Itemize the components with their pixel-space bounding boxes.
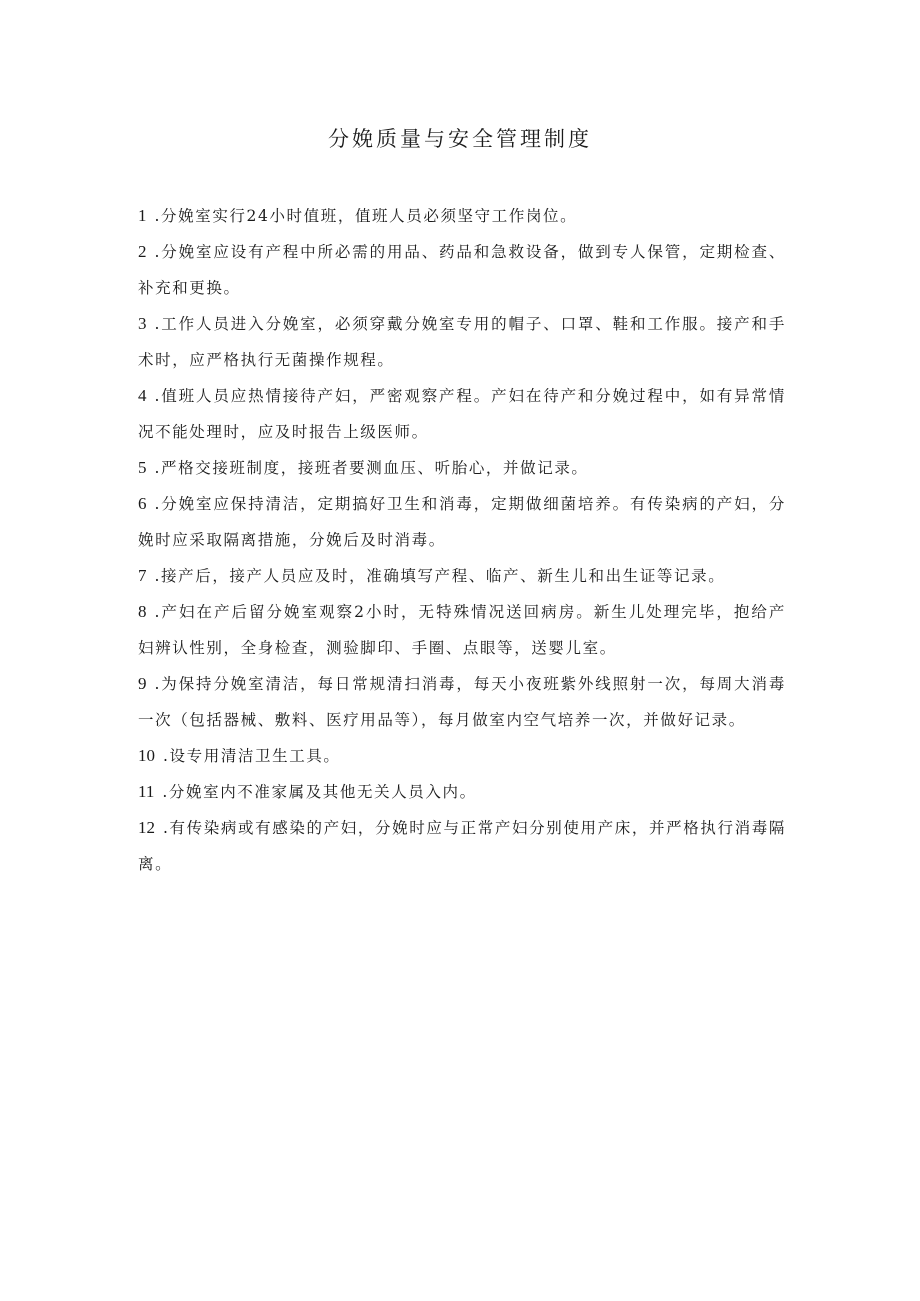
item-number: 4 (138, 386, 147, 405)
item-number: 3 (138, 314, 147, 333)
list-item (138, 378, 786, 450)
list-item (138, 810, 786, 882)
list-item (138, 558, 786, 594)
list-item (138, 306, 786, 378)
item-number: 2 (138, 242, 147, 261)
item-text: .产妇在产后留分娩室观察2小时，无特殊情况送回病房。新生儿处理完毕，抱给产妇辨认性别，全身检查，测验脚印、手圈、点眼等，送婴儿室。 (138, 603, 786, 657)
list-item (138, 594, 786, 666)
item-text: .分娩室应保持清洁，定期搞好卫生和消毒，定期做细菌培养。有传染病的产妇，分娩时应采取隔离措施，分娩后及时消毒。 (138, 495, 786, 549)
item-text: .有传染病或有感染的产妇，分娩时应与正常产妇分别使用产床，并严格执行消毒隔离。 (138, 819, 786, 873)
document-title: 分娩质量与安全管理制度 (328, 127, 592, 151)
list-item (138, 198, 786, 234)
item-number: 8 (138, 602, 147, 621)
item-number: 6 (138, 494, 147, 513)
item-number: 9 (138, 674, 147, 693)
item-text: .设专用清洁卫生工具。 (163, 747, 341, 765)
item-number: 11 (138, 782, 155, 801)
list-item (138, 486, 786, 558)
item-number: 7 (138, 566, 147, 585)
item-number: 10 (138, 746, 155, 765)
item-text: .接产后，接产人员应及时，准确填写产程、临产、新生儿和出生证等记录。 (154, 567, 726, 585)
item-number: 5 (138, 458, 147, 477)
list-item (138, 738, 786, 774)
regulation-list (138, 198, 786, 882)
item-text: .严格交接班制度，接班者要测血压、听胎心，并做记录。 (154, 459, 589, 477)
list-item (138, 774, 786, 810)
list-item (138, 666, 786, 738)
item-text: .分娩室应设有产程中所必需的用品、药品和急救设备，做到专人保管，定期检查、补充和更换。 (138, 243, 786, 297)
item-text: .分娩室实行24小时值班，值班人员必须坚守工作岗位。 (154, 207, 578, 225)
item-text: .分娩室内不准家属及其他无关人员入内。 (162, 783, 477, 801)
item-number: 12 (138, 818, 155, 837)
item-text: .为保持分娩室清洁，每日常规清扫消毒，每天小夜班紫外线照射一次，每周大消毒一次（包括器械、敷料、医疗用品等），每月做室内空气培养一次，并做好记录。 (138, 675, 786, 729)
item-text: .工作人员进入分娩室，必须穿戴分娩室专用的帽子、口罩、鞋和工作服。接产和手术时，应严格执行无菌操作规程。 (138, 315, 786, 369)
item-number: 1 (138, 206, 147, 225)
list-item (138, 234, 786, 306)
list-item (138, 450, 786, 486)
item-text: .值班人员应热情接待产妇，严密观察产程。产妇在待产和分娩过程中，如有异常情况不能处理时，应及时报告上级医师。 (138, 387, 786, 441)
